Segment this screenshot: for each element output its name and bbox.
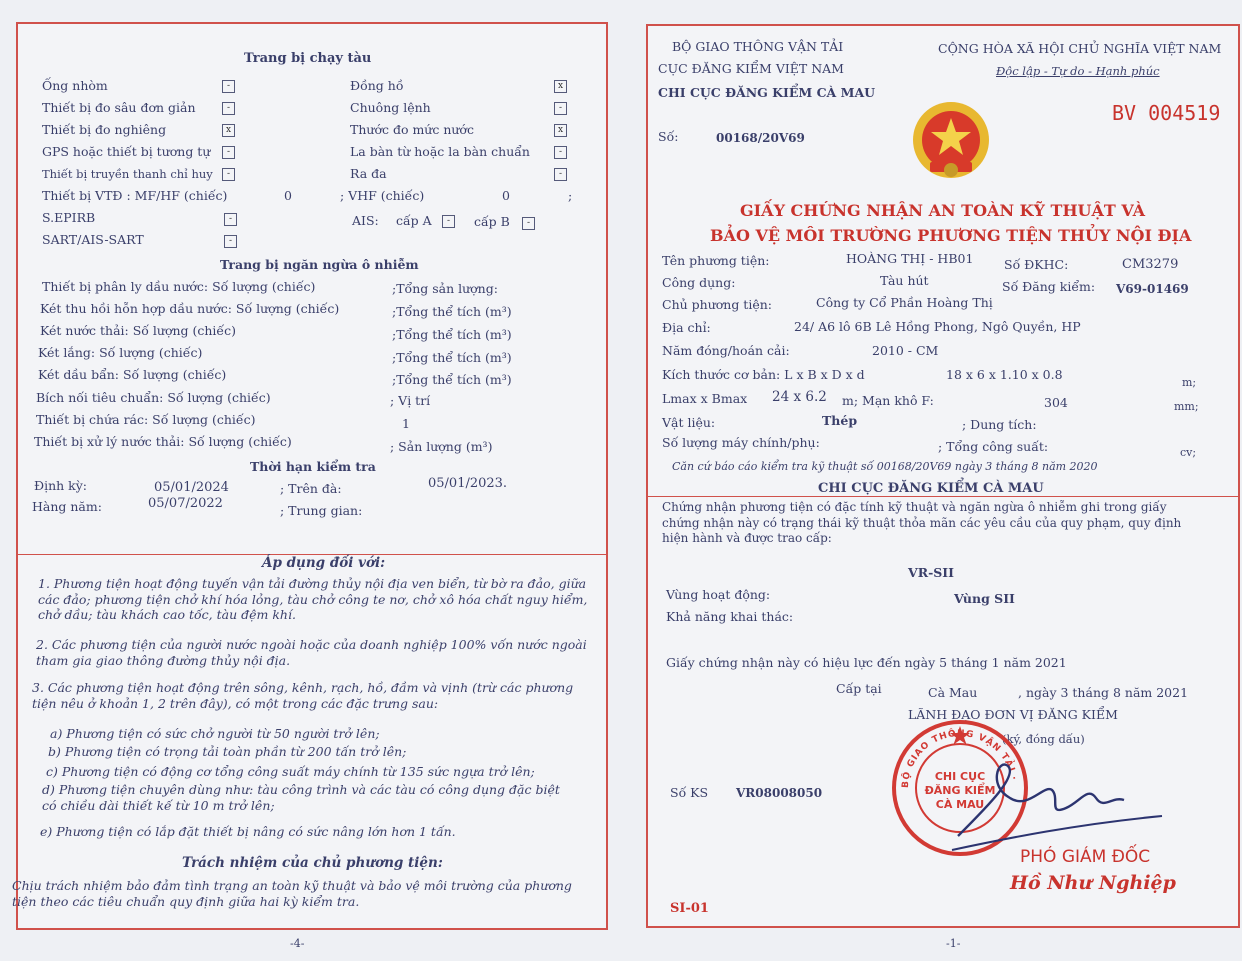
section-inspection-title: Thời hạn kiểm tra xyxy=(250,459,376,474)
signer-name: Hồ Như Nghiệp xyxy=(1010,872,1176,894)
freeboard-label: m; Mạn khô F: xyxy=(842,393,934,408)
body-divider xyxy=(648,496,1238,497)
owner-label: Chủ phương tiện: xyxy=(662,297,772,312)
equipment-checkbox: - xyxy=(222,146,235,159)
pollution-label: Bích nối tiêu chuẩn: Số lượng (chiếc) xyxy=(36,390,271,405)
sign-note: (ký, đóng dấu) xyxy=(1002,732,1085,746)
equipment-checkbox: - xyxy=(222,80,235,93)
apply-paragraph: 1. Phương tiện hoạt động tuyến vận tải đường thủy nội địa ven biển, từ bờ ra đảo, giữa các đảo; phương tiện chở khí hóa lỏng, tàu chở công te nơ, chở xô hóa chất nguy hiểm, chở dầu; tàu khách cao tốc, tàu đệm khí. xyxy=(38,576,588,622)
national-emblem-icon xyxy=(906,96,996,188)
equipment-label: Thiết bị đo nghiêng xyxy=(42,122,167,137)
issued-at-label: Cấp tại xyxy=(836,681,882,696)
annual-label: Hàng năm: xyxy=(32,499,102,514)
pollution-value: 1 xyxy=(402,416,410,431)
equipment-label: Thiết bị đo sâu đơn giản xyxy=(42,100,196,115)
leader-title: LÃNH ĐẠO ĐƠN VỊ ĐĂNG KIỂM xyxy=(908,707,1118,722)
vhf-label: ; VHF (chiếc) xyxy=(340,188,425,203)
apply-paragraph: 3. Các phương tiện hoạt động trên sông, kênh, rạch, hồ, đầm và vịnh (trừ các phương tiện nêu ở khoản 1, 2 trên đây), có một trong các đặc trưng sau: xyxy=(32,680,574,711)
equipment-label: GPS hoặc thiết bị tương tự xyxy=(42,144,211,159)
issued-place: Cà Mau xyxy=(928,685,978,700)
section-equipment-title: Trang bị chạy tàu xyxy=(244,51,372,66)
vessel-name: HOÀNG THỊ - HB01 xyxy=(846,251,974,266)
epirb-checkbox: - xyxy=(224,213,237,226)
right-page-number: -1- xyxy=(946,937,961,950)
equipment-label: Chuông lệnh xyxy=(350,100,431,115)
pollution-label: Két dầu bẩn: Số lượng (chiếc) xyxy=(38,367,227,382)
certificate-no-label: Số: xyxy=(658,129,679,144)
engines-label: Số lượng máy chính/phụ: xyxy=(662,435,820,450)
capacity-label: ; Dung tích: xyxy=(962,417,1037,432)
apply-item: a) Phương tiện có sức chở người từ 50 người trở lên; xyxy=(50,726,380,741)
pollution-right: ; Sản lượng (m³) xyxy=(390,439,493,454)
validity-text: Giấy chứng nhận này có hiệu lực đến ngày 5 tháng 1 năm 2021 xyxy=(666,655,1067,670)
dimensions-unit: m; xyxy=(1182,376,1197,389)
vtd-value: 0 xyxy=(284,188,292,203)
issued-date: , ngày 3 tháng 8 năm 2021 xyxy=(1018,685,1189,700)
pollution-label: Két nước thải: Số lượng (chiếc) xyxy=(40,323,236,338)
ks-label: Số KS xyxy=(670,785,709,800)
owner-responsibility-text: Chịu trách nhiệm bảo đảm tình trạng an toàn kỹ thuật và bảo vệ môi trường của phương tiện theo các tiêu chuẩn quy định giữa hai kỳ kiểm tra. xyxy=(12,878,572,909)
apply-item: b) Phương tiện có trọng tải toàn phần từ 200 tấn trở lên; xyxy=(48,744,407,759)
onland-value: 05/01/2023. xyxy=(428,476,508,491)
periodic-value: 05/01/2024 xyxy=(154,480,229,495)
equipment-label: Đồng hồ xyxy=(350,78,404,93)
total-power-label: ; Tổng công suất: xyxy=(938,439,1049,454)
stamp-center-text: CHI CỤC ĐĂNG KIỂM CÀ MAU xyxy=(924,770,996,811)
periodic-label: Định kỳ: xyxy=(34,478,88,493)
capability-label: Khả năng khai thác: xyxy=(666,609,794,624)
equipment-label: La bàn từ hoặc la bàn chuẩn xyxy=(350,144,530,159)
certificate-title-line-2: BẢO VỆ MÔI TRƯỜNG PHƯƠNG TIỆN THỦY NỘI ĐỊA xyxy=(710,226,1192,245)
section-pollution-title: Trang bị ngăn ngừa ô nhiễm xyxy=(220,257,419,272)
ais-a-checkbox: - xyxy=(442,215,455,228)
annual-value: 05/07/2022 xyxy=(148,496,223,511)
apply-item: d) Phương tiện chuyên dùng như: tàu công trình và các tàu có công dụng đặc biệt có chiều dài thiết kế từ 10 m trở lên; xyxy=(42,782,560,813)
registration-value: V69-01469 xyxy=(1116,282,1189,296)
issuing-branch: CHI CỤC ĐĂNG KIỂM CÀ MAU xyxy=(818,481,1044,496)
motto: Độc lập - Tự do - Hạnh phúc xyxy=(996,64,1160,78)
left-page xyxy=(12,22,608,930)
apply-item: c) Phương tiện có động cơ tổng công suất máy chính từ 135 sức ngựa trở lên; xyxy=(46,764,535,779)
certification-text: Chứng nhận phương tiện có đặc tính kỹ thuật và ngăn ngừa ô nhiễm ghi trong giấy chứng nhận này có trạng thái kỹ thuật thỏa mãn các yêu cầu của quy phạm, quy định hiện hành và được trao cấp: xyxy=(662,500,1182,545)
equipment-checkbox: x xyxy=(222,124,235,137)
vessel-grade: VR-SII xyxy=(908,565,954,580)
form-code: SI-01 xyxy=(670,901,709,916)
owner-value: Công ty Cổ Phần Hoàng Thị xyxy=(816,295,993,310)
dkhc-value: CM3279 xyxy=(1122,257,1179,272)
year-label: Năm đóng/hoán cải: xyxy=(662,343,790,358)
lmax-bmax-value: 24 x 6.2 xyxy=(772,389,827,405)
branch-name: CHI CỤC ĐĂNG KIỂM CÀ MAU xyxy=(658,85,876,100)
equipment-checkbox: - xyxy=(554,146,567,159)
pollution-label: Két thu hồi hỗn hợp dầu nước: Số lượng (chiếc) xyxy=(40,301,340,316)
lmax-bmax-label: Lmax x Bmax xyxy=(662,391,748,406)
intermediate-label: ; Trung gian: xyxy=(280,503,363,518)
pollution-label: Thiết bị xử lý nước thải: Số lượng (chiếc) xyxy=(34,434,292,449)
deputy-director-title: PHÓ GIÁM ĐỐC xyxy=(1020,847,1151,867)
pollution-right: ;Tổng thể tích (m³) xyxy=(392,327,512,342)
equipment-label: Ống nhòm xyxy=(42,78,108,93)
pollution-right: ;Tổng thể tích (m³) xyxy=(392,372,512,387)
equipment-label: Thiết bị truyền thanh chỉ huy xyxy=(42,167,213,181)
pollution-label: Két lắng: Số lượng (chiếc) xyxy=(38,345,203,360)
pollution-right: ; Vị trí xyxy=(390,393,431,408)
certificate-title-line-1: GIẤY CHỨNG NHẬN AN TOÀN KỸ THUẬT VÀ xyxy=(740,201,1145,220)
ais-b-label: cấp B xyxy=(474,214,510,229)
equipment-checkbox: - xyxy=(222,168,235,181)
year-value: 2010 - CM xyxy=(872,343,939,358)
inspection-basis: Căn cứ báo cáo kiểm tra kỹ thuật số 00168/20V69 ngày 3 tháng 8 năm 2020 xyxy=(672,460,1098,473)
address-value: 24/ A6 lô 6B Lê Hồng Phong, Ngô Quyền, HP xyxy=(794,319,1081,334)
equipment-checkbox: - xyxy=(554,168,567,181)
pollution-right: ;Tổng thể tích (m³) xyxy=(392,350,512,365)
equipment-checkbox: x xyxy=(554,124,567,137)
vessel-name-label: Tên phương tiện: xyxy=(662,253,770,268)
equipment-label: Ra đa xyxy=(350,166,387,181)
serial-number: BV 004519 xyxy=(1112,101,1221,125)
equipment-label: Thước đo mức nước xyxy=(350,122,474,137)
registration-label: Số Đăng kiểm: xyxy=(1002,279,1096,294)
material-value: Thép xyxy=(822,413,858,428)
freeboard-value: 304 xyxy=(1044,395,1068,410)
right-page xyxy=(646,24,1240,928)
registry-name: CỤC ĐĂNG KIỂM VIỆT NAM xyxy=(658,61,844,76)
apply-paragraph: 2. Các phương tiện của người nước ngoài hoặc của doanh nghiệp 100% vốn nước ngoài tham gia giao thông đường thủy nội địa. xyxy=(36,637,587,668)
owner-responsibility-title: Trách nhiệm của chủ phương tiện: xyxy=(182,855,443,871)
pollution-right: ;Tổng thể tích (m³) xyxy=(392,304,512,319)
purpose-value: Tàu hút xyxy=(880,273,929,288)
pollution-label: Thiết bị chứa rác: Số lượng (chiếc) xyxy=(36,412,256,427)
pollution-label: Thiết bị phân ly dầu nước: Số lượng (chiếc) xyxy=(42,279,316,294)
vhf-separator: ; xyxy=(568,188,573,203)
director-signature xyxy=(948,746,1168,856)
republic-name: CỘNG HÒA XÃ HỘI CHỦ NGHĨA VIỆT NAM xyxy=(938,41,1222,56)
operating-area-label: Vùng hoạt động: xyxy=(666,587,771,602)
total-power-unit: cv; xyxy=(1180,446,1197,459)
ministry-name: BỘ GIAO THÔNG VẬN TẢI xyxy=(672,39,844,54)
vhf-value: 0 xyxy=(502,188,510,203)
onland-label: ; Trên đà: xyxy=(280,481,342,496)
sart-label: SART/AIS-SART xyxy=(42,232,144,247)
freeboard-unit: mm; xyxy=(1174,400,1199,413)
purpose-label: Công dụng: xyxy=(662,275,736,290)
ais-a-label: cấp A xyxy=(396,213,432,228)
epirb-label: S.EPIRB xyxy=(42,210,96,225)
operating-area-value: Vùng SII xyxy=(954,591,1015,606)
left-page-number: -4- xyxy=(290,937,305,950)
vtd-label: Thiết bị VTĐ : MF/HF (chiếc) xyxy=(42,188,228,203)
ks-value: VR08008050 xyxy=(736,786,823,800)
equipment-checkbox: - xyxy=(554,102,567,115)
material-label: Vật liệu: xyxy=(662,415,716,430)
dimensions-label: Kích thước cơ bản: L x B x D x d xyxy=(662,367,865,382)
address-label: Địa chỉ: xyxy=(662,320,711,335)
ais-b-checkbox: - xyxy=(522,217,535,230)
ais-label: AIS: xyxy=(352,213,379,228)
dimensions-value: 18 x 6 x 1.10 x 0.8 xyxy=(946,367,1063,382)
pollution-right: ;Tổng sản lượng: xyxy=(392,281,498,296)
dkhc-label: Số ĐKHC: xyxy=(1004,257,1069,272)
equipment-checkbox: x xyxy=(554,80,567,93)
equipment-checkbox: - xyxy=(222,102,235,115)
apply-item: e) Phương tiện có lắp đặt thiết bị nâng có sức nâng lớn hơn 1 tấn. xyxy=(40,824,456,839)
certificate-no-value: 00168/20V69 xyxy=(716,131,805,145)
sart-checkbox: - xyxy=(224,235,237,248)
stamp-ring-text: BỘ GIAO THÔNG VẬN TẢI · xyxy=(900,728,1019,789)
apply-title: Áp dụng đối với: xyxy=(262,555,386,571)
